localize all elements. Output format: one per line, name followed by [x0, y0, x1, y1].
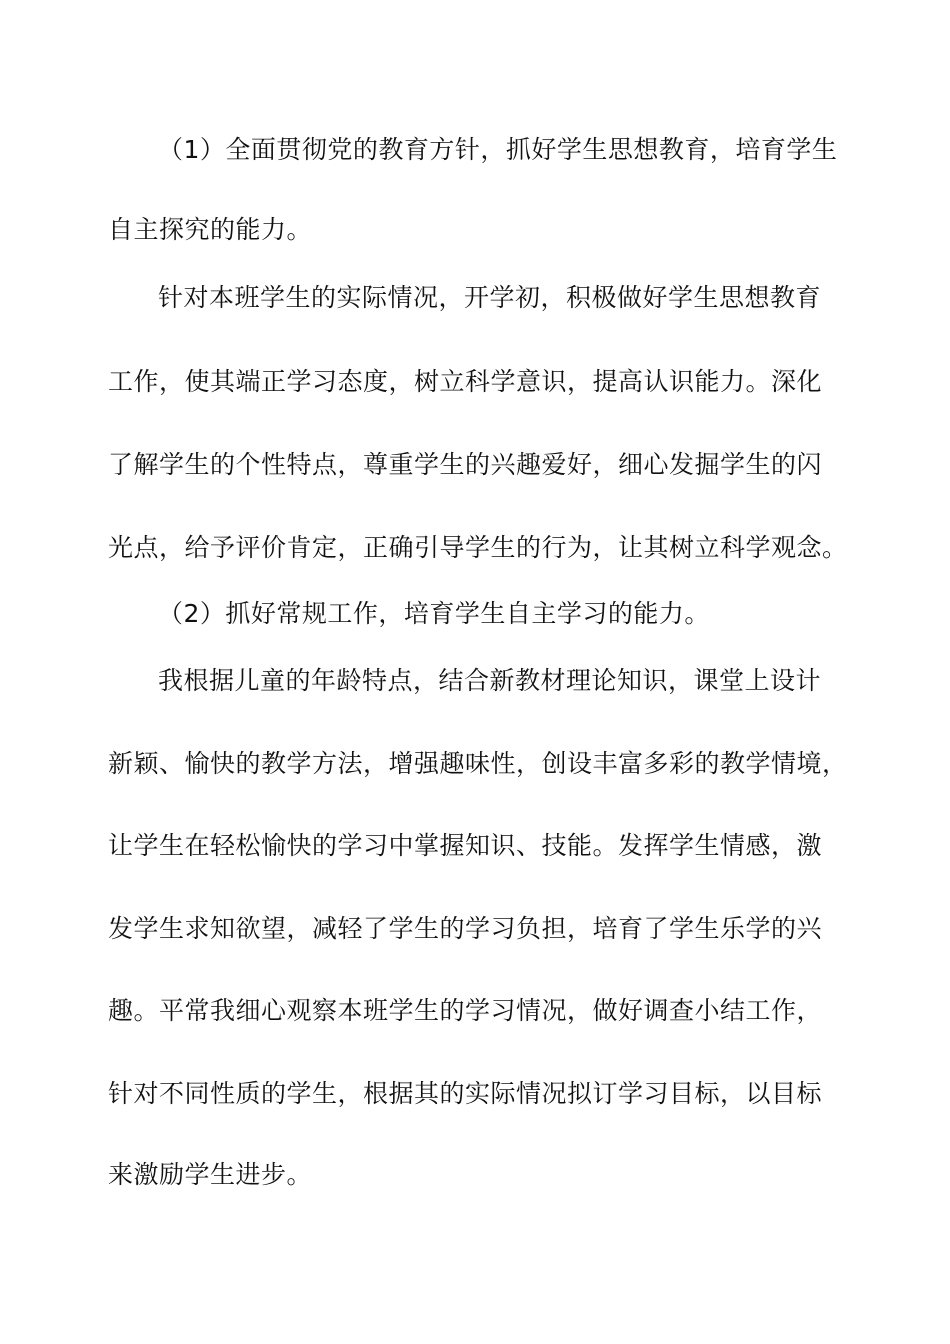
text-line: 了解学生的个性特点，尊重学生的兴趣爱好，细心发掘学生的闪	[108, 450, 823, 479]
text-line: 新颖、愉快的教学方法，增强趣味性，创设丰富多彩的教学情境，	[108, 749, 848, 778]
text-line: 自主探究的能力。	[108, 215, 313, 244]
text-line: 我根据儿童的年龄特点，结合新教材理论知识，课堂上设计	[158, 666, 822, 695]
text-line: 针对不同性质的学生，根据其的实际情况拟订学习目标，以目标	[108, 1079, 823, 1108]
text-line: 针对本班学生的实际情况，开学初，积极做好学生思想教育	[158, 283, 822, 312]
text-line: 让学生在轻松愉快的学习中掌握知识、技能。发挥学生情感，激	[108, 831, 823, 860]
text-line: 趣。平常我细心观察本班学生的学习情况，做好调查小结工作，	[108, 996, 823, 1025]
text-line: 工作，使其端正学习态度，树立科学意识，提高认识能力。深化	[108, 367, 823, 396]
text-line: 来激励学生进步。	[108, 1160, 313, 1189]
text-line: 发学生求知欲望，减轻了学生的学习负担，培育了学生乐学的兴	[108, 914, 823, 943]
text-line: （2）抓好常规工作，培育学生自主学习的能力。	[158, 599, 710, 628]
text-line: 光点，给予评价肯定，正确引导学生的行为，让其树立科学观念。	[108, 533, 848, 562]
text-line: （1）全面贯彻党的教育方针，抓好学生思想教育，培育学生	[158, 135, 838, 164]
